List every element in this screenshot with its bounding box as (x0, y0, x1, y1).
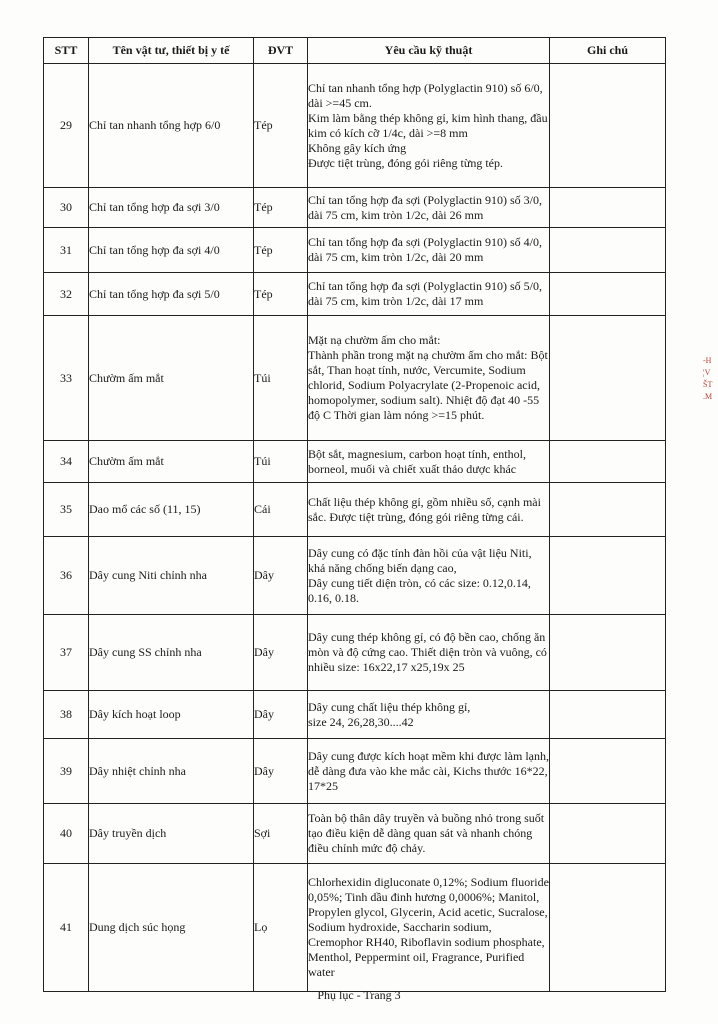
row-requirements (308, 228, 550, 273)
requirement-line: Dây cung có đặc tính đàn hồi của vật liệu Niti, khả năng chống biến dạng cao, (308, 545, 532, 575)
row-requirements (308, 691, 550, 739)
row-stt: 33 (44, 316, 89, 441)
row-item-name: Dây cung SS chỉnh nha (89, 615, 254, 691)
row-stt: 32 (44, 273, 89, 316)
row-note (550, 188, 666, 228)
row-note (550, 691, 666, 739)
table-row (44, 441, 666, 483)
row-stt: 38 (44, 691, 89, 739)
table-header-row (44, 38, 666, 64)
row-stt: 29 (44, 64, 89, 188)
table-row (44, 691, 666, 739)
row-unit: Dây (254, 739, 308, 804)
requirement-line: Không gây kích ứng (308, 140, 407, 155)
requirement-line: Dây cung chất liệu thép không gỉ, (308, 699, 471, 714)
row-requirements (308, 537, 550, 615)
requirement-line: Được tiệt trùng, đóng gói riêng từng tép. (308, 155, 503, 170)
row-note (550, 64, 666, 188)
row-item-name: Dây truyền dịch (89, 804, 254, 864)
requirement-line: Chỉ tan tổng hợp đa sợi (Polyglactin 910) số 4/0, dài 75 cm, kim tròn 1/2c, dài 20 mm (308, 235, 543, 264)
row-unit: Sợi (254, 804, 308, 864)
row-stt: 41 (44, 864, 89, 992)
header-unit: ĐVT (254, 38, 308, 64)
requirement-line: Chỉ tan nhanh tổng hợp (Polyglactin 910) số 6/0, dài >=45 cm. (308, 80, 543, 110)
row-unit: Tép (254, 228, 308, 273)
row-requirements (308, 441, 550, 483)
requirement-line: Kim làm bằng thép không gỉ, kim hình thang, đầu kim có kích cỡ 1/4c, dài >=8 mm (308, 110, 548, 140)
row-item-name: Chỉ tan tổng hợp đa sợi 3/0 (89, 188, 254, 228)
row-item-name: Dây nhiệt chỉnh nha (89, 739, 254, 804)
requirement-line: Dây cung tiết diện tròn, có các size: 0.12,0.14, 0.16, 0.18. (308, 575, 531, 605)
row-stt: 31 (44, 228, 89, 273)
row-requirements (308, 615, 550, 691)
requirement-line: Bột sắt, magnesium, carbon hoạt tính, enthol, borneol, muối và chiết xuất thảo dược khác (308, 446, 526, 476)
row-unit: Dây (254, 537, 308, 615)
row-note (550, 316, 666, 441)
table-row (44, 64, 666, 188)
row-requirements (308, 739, 550, 804)
row-stt: 35 (44, 483, 89, 537)
row-item-name: Chườm ấm mắt (89, 441, 254, 483)
row-stt: 30 (44, 188, 89, 228)
row-note (550, 864, 666, 992)
table-row (44, 188, 666, 228)
requirement-line: Chỉ tan tổng hợp đa sợi (Polyglactin 910) số 3/0, dài 75 cm, kim tròn 1/2c, dài 26 mm (308, 192, 543, 222)
requirement-line: size 24, 26,28,30....42 (308, 714, 414, 729)
row-requirements (308, 316, 550, 441)
row-note (550, 739, 666, 804)
row-note (550, 615, 666, 691)
row-unit: Dây (254, 691, 308, 739)
requirement-line: Mặt nạ chườm ấm cho mắt: (308, 333, 441, 347)
header-requirements: Yêu cầu kỹ thuật (308, 38, 550, 64)
row-unit: Túi (254, 441, 308, 483)
row-item-name: Dung dịch súc họng (89, 864, 254, 992)
row-item-name: Dây kích hoạt loop (89, 691, 254, 739)
row-item-name: Dao mổ các số (11, 15) (89, 483, 254, 537)
row-item-name: Chỉ tan nhanh tổng hợp 6/0 (89, 64, 254, 188)
table-row (44, 804, 666, 864)
header-stt: STT (44, 38, 89, 64)
table-row (44, 228, 666, 273)
table-row (44, 316, 666, 441)
row-item-name: Chỉ tan tổng hợp đa sợi 5/0 (89, 273, 254, 316)
spec-table (43, 37, 666, 992)
row-stt: 34 (44, 441, 89, 483)
row-requirements (308, 864, 550, 992)
row-item-name: Chỉ tan tổng hợp đa sợi 4/0 (89, 228, 254, 273)
row-unit: Dây (254, 615, 308, 691)
row-note (550, 483, 666, 537)
table-row (44, 615, 666, 691)
row-unit: Tép (254, 273, 308, 316)
table-row (44, 537, 666, 615)
row-unit: Lọ (254, 864, 308, 992)
row-unit: Cái (254, 483, 308, 537)
table-row (44, 273, 666, 316)
row-requirements (308, 273, 550, 316)
row-stt: 40 (44, 804, 89, 864)
row-requirements (308, 483, 550, 537)
header-name: Tên vật tư, thiết bị y tế (89, 38, 254, 64)
row-unit: Túi (254, 316, 308, 441)
requirement-line: Chlorhexidin digluconate 0,12%; Sodium fluoride 0,05%; Tinh dầu đinh hương 0,0006%; Manitol, Propylen glycol, Glycerin, Acid acetic, Sucralose, Sodium hydroxide, Saccharin sodium, Cremophor RH40, Riboflavin sodium phosphate, Menthol, Peppermint oil, Fragrance, Purified water (308, 875, 549, 979)
table-row (44, 739, 666, 804)
row-item-name: Dây cung Niti chỉnh nha (89, 537, 254, 615)
row-unit: Tép (254, 188, 308, 228)
row-note (550, 537, 666, 615)
row-note (550, 441, 666, 483)
row-note (550, 273, 666, 316)
requirement-line: Toàn bộ thân dây truyền và buồng nhỏ trong suốt tạo điều kiện dễ dàng quan sát và nhanh chóng điều chỉnh mức độ chảy. (308, 811, 545, 855)
row-requirements (308, 64, 550, 188)
row-note (550, 804, 666, 864)
page-footer: Phụ lục - Trang 3 (317, 988, 401, 1002)
row-requirements (308, 188, 550, 228)
row-item-name: Chườm ấm mắt (89, 316, 254, 441)
row-note (550, 228, 666, 273)
row-stt: 36 (44, 537, 89, 615)
requirement-line: Dây cung được kích hoạt mềm khi được làm lạnh, dễ dàng đưa vào khe mắc cài, Kichs thước 16*22, 17*25 (308, 748, 549, 793)
requirement-line: Chất liệu thép không gỉ, gồm nhiều số, cạnh mài sắc. Được tiệt trùng, đóng gói riêng từng cái. (308, 494, 541, 524)
requirement-line: Dây cung thép không gỉ, có độ bền cao, chống ăn mòn và độ cứng cao. Thiết diện tròn và vuông, có nhiều size: 16x22,17 x25,19x 25 (308, 630, 547, 674)
requirement-line: Thành phần trong mặt nạ chườm ấm cho mắt: Bột sắt, Than hoạt tính, nước, Vercumite, Sodium chlorid, Sodium Polyacrylate (2-Propenoic acid, homopolymer, sodium salt). Nhiệt độ đạt 40 -55 độ C Thời gian làm nóng >=15 phút. (308, 348, 548, 422)
margin-stamp-fragment: -H ¦V ŠT .M (703, 356, 713, 401)
row-stt: 37 (44, 615, 89, 691)
requirement-line: Chỉ tan tổng hợp đa sợi (Polyglactin 910) số 5/0, dài 75 cm, kim tròn 1/2c, dài 17 mm (308, 279, 543, 308)
row-requirements (308, 804, 550, 864)
row-unit: Tép (254, 64, 308, 188)
header-note: Ghi chú (550, 38, 666, 64)
table-row (44, 483, 666, 537)
row-stt: 39 (44, 739, 89, 804)
table-row (44, 864, 666, 992)
